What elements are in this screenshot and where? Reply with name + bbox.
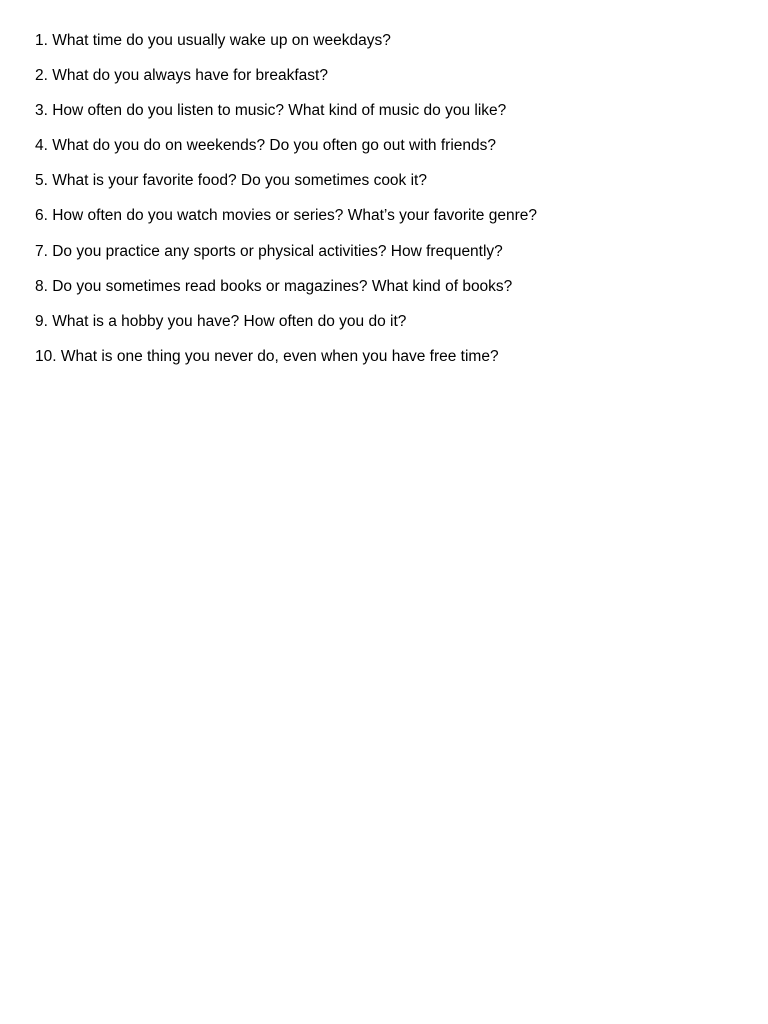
- question-item-2: 2. What do you always have for breakfast?: [35, 67, 328, 85]
- question-item-9: 9. What is a hobby you have? How often do you do it?: [35, 312, 407, 330]
- question-item-4: 4. What do you do on weekends? Do you often go out with friends?: [35, 137, 496, 155]
- question-item-8: 8. Do you sometimes read books or magazines? What kind of books?: [35, 277, 513, 295]
- question-item-1: 1. What time do you usually wake up on weekdays?: [35, 32, 391, 49]
- question-item-6: 6. How often do you watch movies or series? What’s your favorite genre?: [35, 207, 537, 225]
- question-item-7: 7. Do you practice any sports or physical activities? How frequently?: [35, 242, 503, 260]
- question-list: [35, 31, 537, 382]
- question-item-3: 3. How often do you listen to music? What kind of music do you like?: [35, 102, 507, 120]
- question-item-5: 5. What is your favorite food? Do you sometimes cook it?: [35, 172, 427, 190]
- question-item-10: 10. What is one thing you never do, even when you have free time?: [35, 347, 499, 365]
